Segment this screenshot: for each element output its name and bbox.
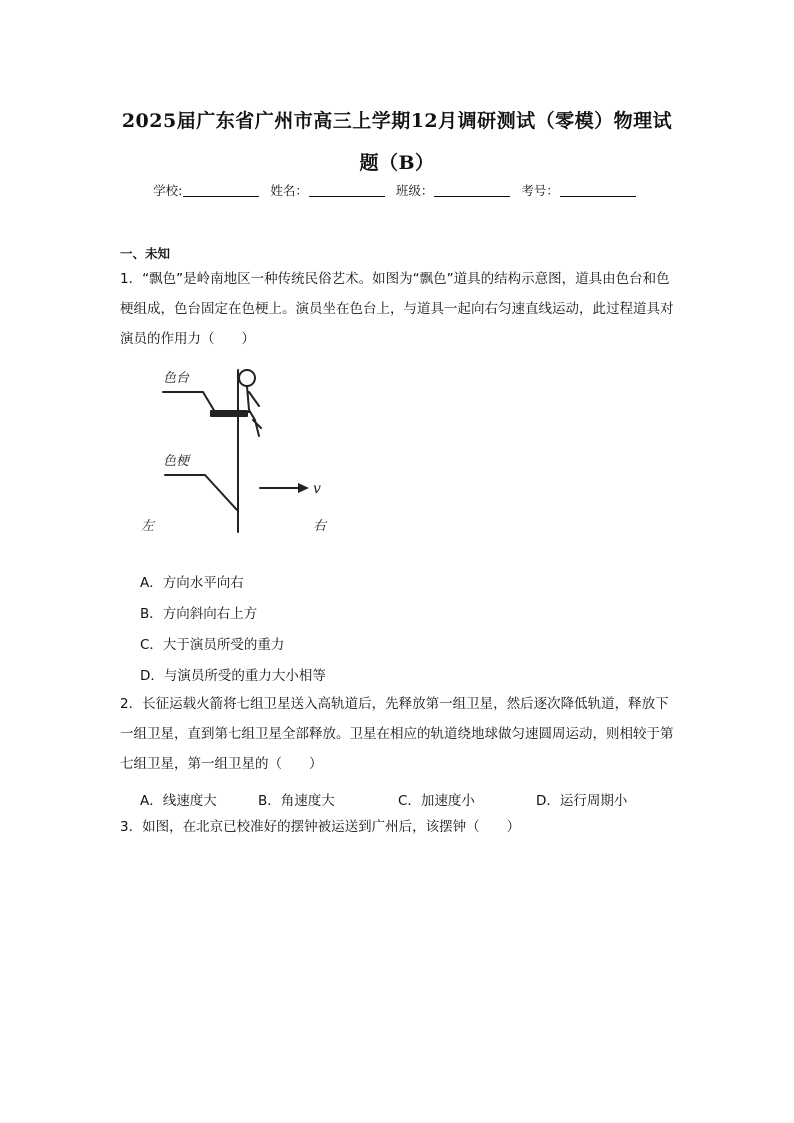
class-blank[interactable] — [434, 183, 510, 197]
school-label: 学校: — [153, 183, 183, 198]
question-1-option-c[interactable]: C．大于演员所受的重力 — [140, 637, 285, 653]
exam-no-blank[interactable] — [560, 183, 636, 197]
section-title: 一、未知 — [120, 246, 171, 261]
name-label: 姓名： — [270, 183, 308, 198]
exam-title-line-1: 2025届广东省广州市高三上学期12月调研测试（零模）物理试 — [121, 110, 673, 132]
label-velocity: v — [313, 481, 321, 497]
rod-arm-line — [165, 475, 237, 510]
question-2-text: 2．长征运载火箭将七组卫星送入高轨道后，先释放第一组卫星，然后逐次降低轨道，释放下一组卫星，直到第七组卫星全部释放。卫星在相应的轨道绕地球做匀速圆周运动，则相较于第七组卫星，第一组卫星的（ ） — [120, 696, 674, 772]
seat-slab — [211, 411, 247, 416]
question-1-option-a[interactable]: A．方向水平向右 — [140, 575, 244, 591]
name-blank[interactable] — [309, 183, 385, 197]
piaose-prop-diagram — [135, 362, 350, 544]
label-right: 右 — [313, 519, 327, 534]
school-blank[interactable] — [183, 183, 259, 197]
question-3-text: 3．如图，在北京已校准好的摆钟被运送到广州后，该摆钟（ ） — [120, 819, 521, 835]
question-2-options — [140, 789, 700, 809]
question-2-option-a[interactable]: A．线速度大 — [140, 793, 217, 809]
label-rod: 色梗 — [163, 454, 190, 469]
label-left: 左 — [141, 519, 155, 534]
question-1-option-b[interactable]: B．方向斜向右上方 — [140, 606, 258, 622]
label-stage: 色台 — [163, 371, 190, 386]
exam-title-line-2: 题（B） — [359, 152, 435, 174]
velocity-arrow-head — [298, 483, 309, 493]
question-2-option-d[interactable]: D．运行周期小 — [536, 793, 628, 809]
question-2-option-c[interactable]: C．加速度小 — [398, 793, 475, 809]
stage-arm-line — [163, 392, 250, 412]
question-2-option-b[interactable]: B．角速度大 — [258, 793, 335, 809]
performer-body — [247, 386, 261, 436]
class-label: 班级： — [395, 183, 434, 198]
performer-head — [239, 370, 255, 386]
question-1-text: 1．“飘色”是岭南地区一种传统民俗艺术。如图为“飘色”道具的结构示意图，道具由色台和色梗组成，色台固定在色梗上。演员坐在色台上，与道具一起向右匀速直线运动，此过程道具对演员的作用力（ ） — [120, 271, 674, 347]
question-1-option-d[interactable]: D．与演员所受的重力大小相等 — [140, 668, 326, 684]
student-info-row — [0, 181, 794, 199]
exam-no-label: 考号： — [521, 183, 559, 198]
